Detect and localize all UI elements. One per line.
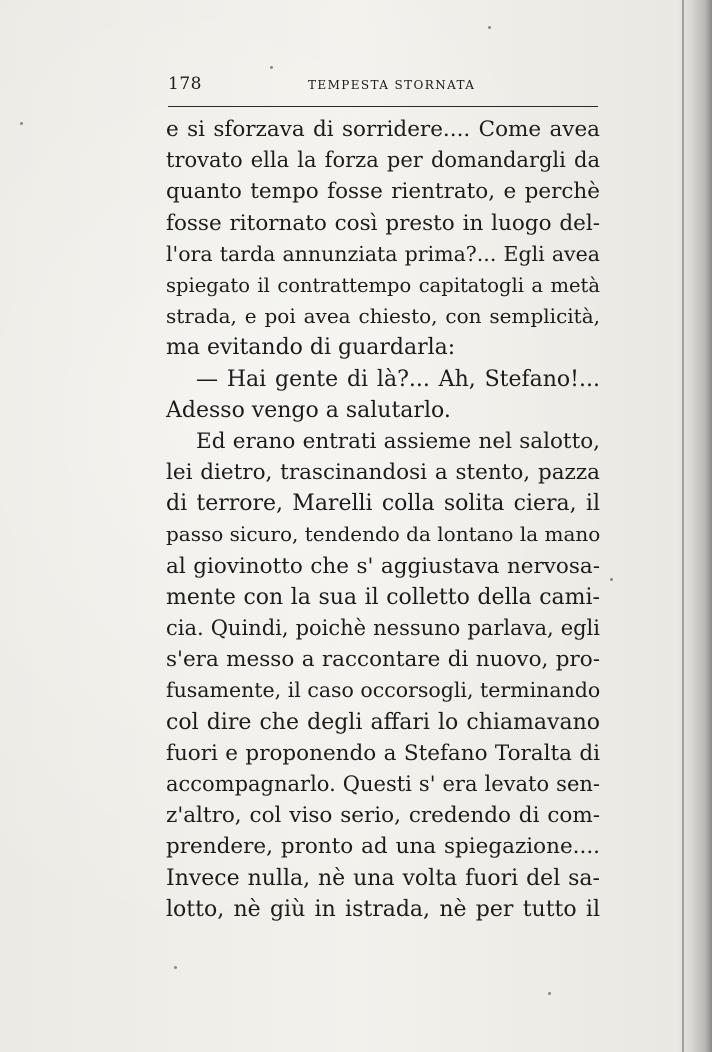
text-line: fosse ritornato così presto in luogo del- [166, 210, 600, 236]
text-line: spiegato il contrattempo capitatogli a metà [166, 273, 600, 297]
text-line: trovato ella la forza per domandargli da [166, 148, 600, 173]
running-title: TEMPESTA STORNATA [308, 78, 476, 92]
text-line: z'altro, col viso serio, credendo di com- [166, 803, 600, 829]
ink-speck [610, 578, 613, 581]
text-line: col dire che degli affari lo chiamavano [166, 709, 600, 735]
page-header [168, 74, 598, 98]
ink-speck [548, 992, 551, 995]
text-line: cia. Quindi, poichè nessuno parlava, egli [166, 616, 600, 640]
text-line: lei dietro, trascinandosi a stento, pazza [166, 460, 600, 486]
ink-speck [488, 26, 491, 29]
text-line: accompagnarlo. Questi s' era levato sen- [166, 771, 600, 796]
ink-speck [270, 66, 273, 69]
text-line: passo sicuro, tendendo da lontano la mano [166, 522, 601, 547]
body-text [166, 114, 600, 925]
text-line: ma evitando di guardarla: [166, 335, 456, 361]
text-line: s'era messo a raccontare di nuovo, pro- [166, 647, 600, 673]
text-line: al giovinotto che s' aggiustava nervosa- [166, 553, 600, 579]
text-line: mente con la sua il colletto della cami- [166, 584, 600, 610]
text-line: l'ora tarda annunziata prima?... Egli avea [166, 241, 600, 266]
text-line: Ed erano entrati assieme nel salotto, [196, 428, 600, 454]
text-line: di terrore, Marelli colla solita ciera, il [166, 491, 600, 517]
text-line: — Hai gente di là?... Ah, Stefano!... [196, 366, 600, 392]
text-line: Invece nulla, nè una volta fuori del sa- [166, 865, 600, 891]
text-line: Adesso vengo a salutarlo. [166, 397, 451, 423]
page-number: 178 [168, 74, 202, 94]
ink-speck [174, 966, 177, 969]
ink-speck [20, 122, 23, 125]
text-line: lotto, nè giù in istrada, nè per tutto il [166, 896, 600, 922]
text-line: e si sforzava di sorridere.... Come avea [166, 117, 600, 142]
text-line: fuori e proponendo a Stefano Toralta di [166, 740, 600, 766]
header-rule [168, 106, 598, 107]
text-line: fusamente, il caso occorsogli, terminando [166, 678, 601, 703]
page-edge-line [682, 0, 684, 1052]
text-line: prendere, pronto ad una spiegazione.... [166, 834, 600, 860]
text-line: quanto tempo fosse rientrato, e perchè [166, 179, 600, 205]
text-line: strada, e poi avea chiesto, con semplicità, [166, 304, 600, 329]
